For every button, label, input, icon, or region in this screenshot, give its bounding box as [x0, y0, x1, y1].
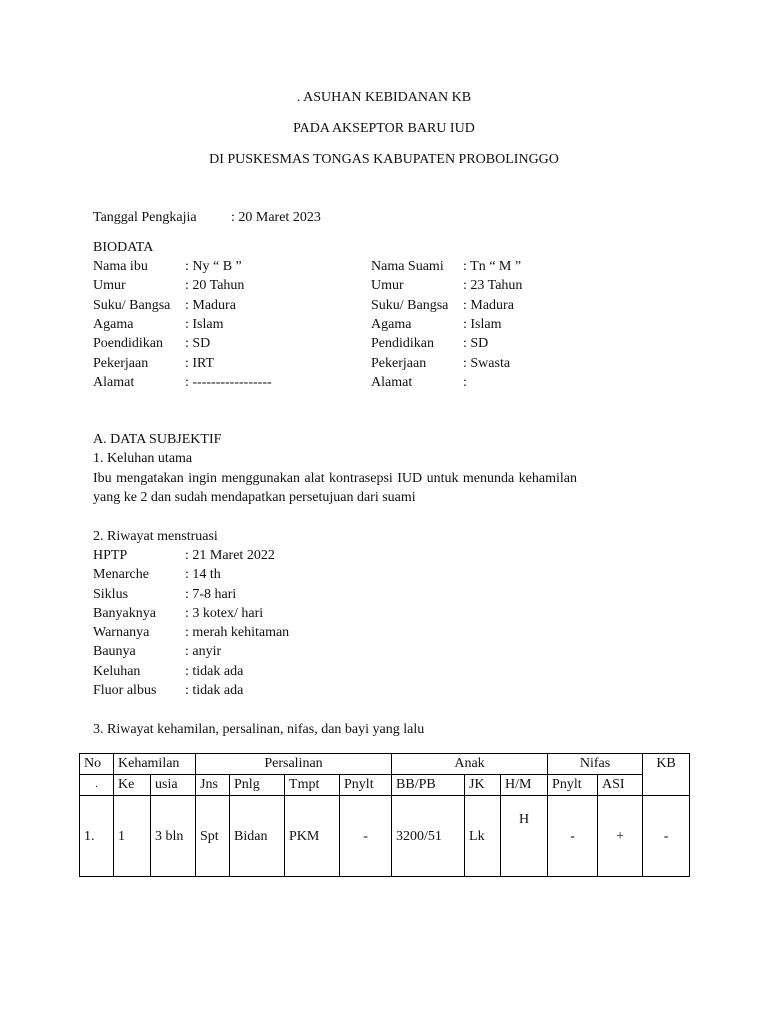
cell-jns: Spt [196, 796, 230, 877]
menstruasi-value: : anyir [185, 644, 222, 659]
suami-value: : 23 Tahun [463, 278, 523, 293]
th-no-dot: . [80, 775, 114, 796]
menstruasi-label: Menarche [93, 567, 149, 582]
menstruasi-label: Fluor albus [93, 683, 157, 698]
cell-ke: 1 [114, 796, 151, 877]
menstruasi-value: : 7-8 hari [185, 587, 237, 602]
menstruasi-label: HPTP [93, 548, 128, 563]
suami-value: : Swasta [463, 356, 511, 371]
suami-label: Suku/ Bangsa [371, 298, 449, 313]
menstruasi-label: Keluhan [93, 664, 141, 679]
th-no: No [80, 754, 114, 775]
suami-label: Umur [371, 278, 404, 293]
suami-label: Pekerjaan [371, 356, 427, 371]
ibu-value: : SD [185, 336, 211, 351]
cell-kb: - [643, 796, 690, 877]
table-row [80, 796, 690, 877]
suami-label: Agama [371, 317, 412, 332]
biodata-title: BIODATA [93, 240, 154, 255]
th-hm: H/M [501, 775, 548, 796]
cell-asi: + [598, 796, 643, 877]
tanggal-label: Tanggal Pengkajia [93, 210, 197, 225]
menstruasi-value: : 21 Maret 2022 [185, 548, 275, 563]
suami-label: Nama Suami [371, 259, 444, 274]
table-header-row-1 [80, 754, 690, 775]
th-tmpt: Tmpt [285, 775, 340, 796]
suami-label: Pendidikan [371, 336, 434, 351]
th-anak: Anak [392, 754, 548, 775]
doc-title-line1: . ASUHAN KEBIDANAN KB [296, 90, 472, 105]
ibu-label: Nama ibu [93, 259, 148, 274]
menstruasi-value: : merah kehitaman [185, 625, 290, 640]
menstruasi-label: Siklus [93, 587, 129, 602]
th-ke: Ke [114, 775, 151, 796]
riwayat-table [79, 753, 690, 877]
cell-nifas-pnylt: - [548, 796, 598, 877]
cell-tmpt: PKM [285, 796, 340, 877]
keluhan-utama-text: Ibu mengatakan ingin menggunakan alat kontrasepsi IUD untuk menunda kehamilan yang ke 2 dan sudah mendapatkan persetujuan dari suami [93, 471, 577, 505]
suami-value: : [463, 375, 467, 390]
menstruasi-value: : 3 kotex/ hari [185, 606, 264, 621]
suami-label: Alamat [371, 375, 413, 390]
cell-pnylt: - [340, 796, 392, 877]
ibu-label: Suku/ Bangsa [93, 298, 171, 313]
ibu-value: : Ny “ B ” [185, 259, 242, 274]
menstruasi-value: : 14 th [185, 567, 221, 582]
suami-value: : Madura [463, 298, 514, 313]
menstruasi-value: : tidak ada [185, 683, 244, 698]
th-jk: JK [465, 775, 501, 796]
th-persalinan: Persalinan [196, 754, 392, 775]
cell-pnlg: Bidan [230, 796, 285, 877]
th-usia: usia [151, 775, 196, 796]
cell-no: 1. [80, 796, 114, 877]
menstruasi-value: : tidak ada [185, 664, 244, 679]
table-header-row-2 [80, 775, 690, 796]
riwayat-menstruasi-title: 2. Riwayat menstruasi [93, 529, 218, 544]
th-asi: ASI [598, 775, 643, 796]
cell-hm: H [501, 796, 548, 877]
riwayat-kehamilan-title: 3. Riwayat kehamilan, persalinan, nifas, dan bayi yang lalu [93, 722, 425, 737]
cell-jk: Lk [465, 796, 501, 877]
tanggal-value: : 20 Maret 2023 [231, 210, 321, 225]
ibu-label: Umur [93, 278, 126, 293]
th-kehamilan: Kehamilan [114, 754, 196, 775]
th-nifas: Nifas [548, 754, 643, 775]
ibu-label: Poendidikan [93, 336, 163, 351]
suami-value: : Islam [463, 317, 502, 332]
menstruasi-label: Banyaknya [93, 606, 156, 621]
th-nifas-pnylt: Pnylt [548, 775, 598, 796]
th-jns: Jns [196, 775, 230, 796]
menstruasi-label: Baunya [93, 644, 136, 659]
ibu-value: : 20 Tahun [185, 278, 245, 293]
th-pnylt: Pnylt [340, 775, 392, 796]
section-title-subjektif: A. DATA SUBJEKTIF [93, 432, 222, 447]
cell-bbpb: 3200/51 [392, 796, 465, 877]
ibu-label: Alamat [93, 375, 135, 390]
ibu-label: Pekerjaan [93, 356, 149, 371]
doc-title-line2: PADA AKSEPTOR BARU IUD [293, 121, 475, 136]
th-pnlg: Pnlg [230, 775, 285, 796]
ibu-value: : Islam [185, 317, 224, 332]
ibu-value: : Madura [185, 298, 236, 313]
doc-title-line3: DI PUSKESMAS TONGAS KABUPATEN PROBOLINGGO [209, 152, 559, 167]
ibu-value: : ----------------- [185, 375, 272, 390]
ibu-label: Agama [93, 317, 134, 332]
th-bbpb: BB/PB [392, 775, 465, 796]
menstruasi-label: Warnanya [93, 625, 150, 640]
cell-usia: 3 bln [151, 796, 196, 877]
keluhan-utama-title: 1. Keluhan utama [93, 451, 193, 466]
suami-value: : SD [463, 336, 489, 351]
suami-value: : Tn “ M ” [463, 259, 522, 274]
th-kb: KB [643, 754, 690, 796]
ibu-value: : IRT [185, 356, 215, 371]
